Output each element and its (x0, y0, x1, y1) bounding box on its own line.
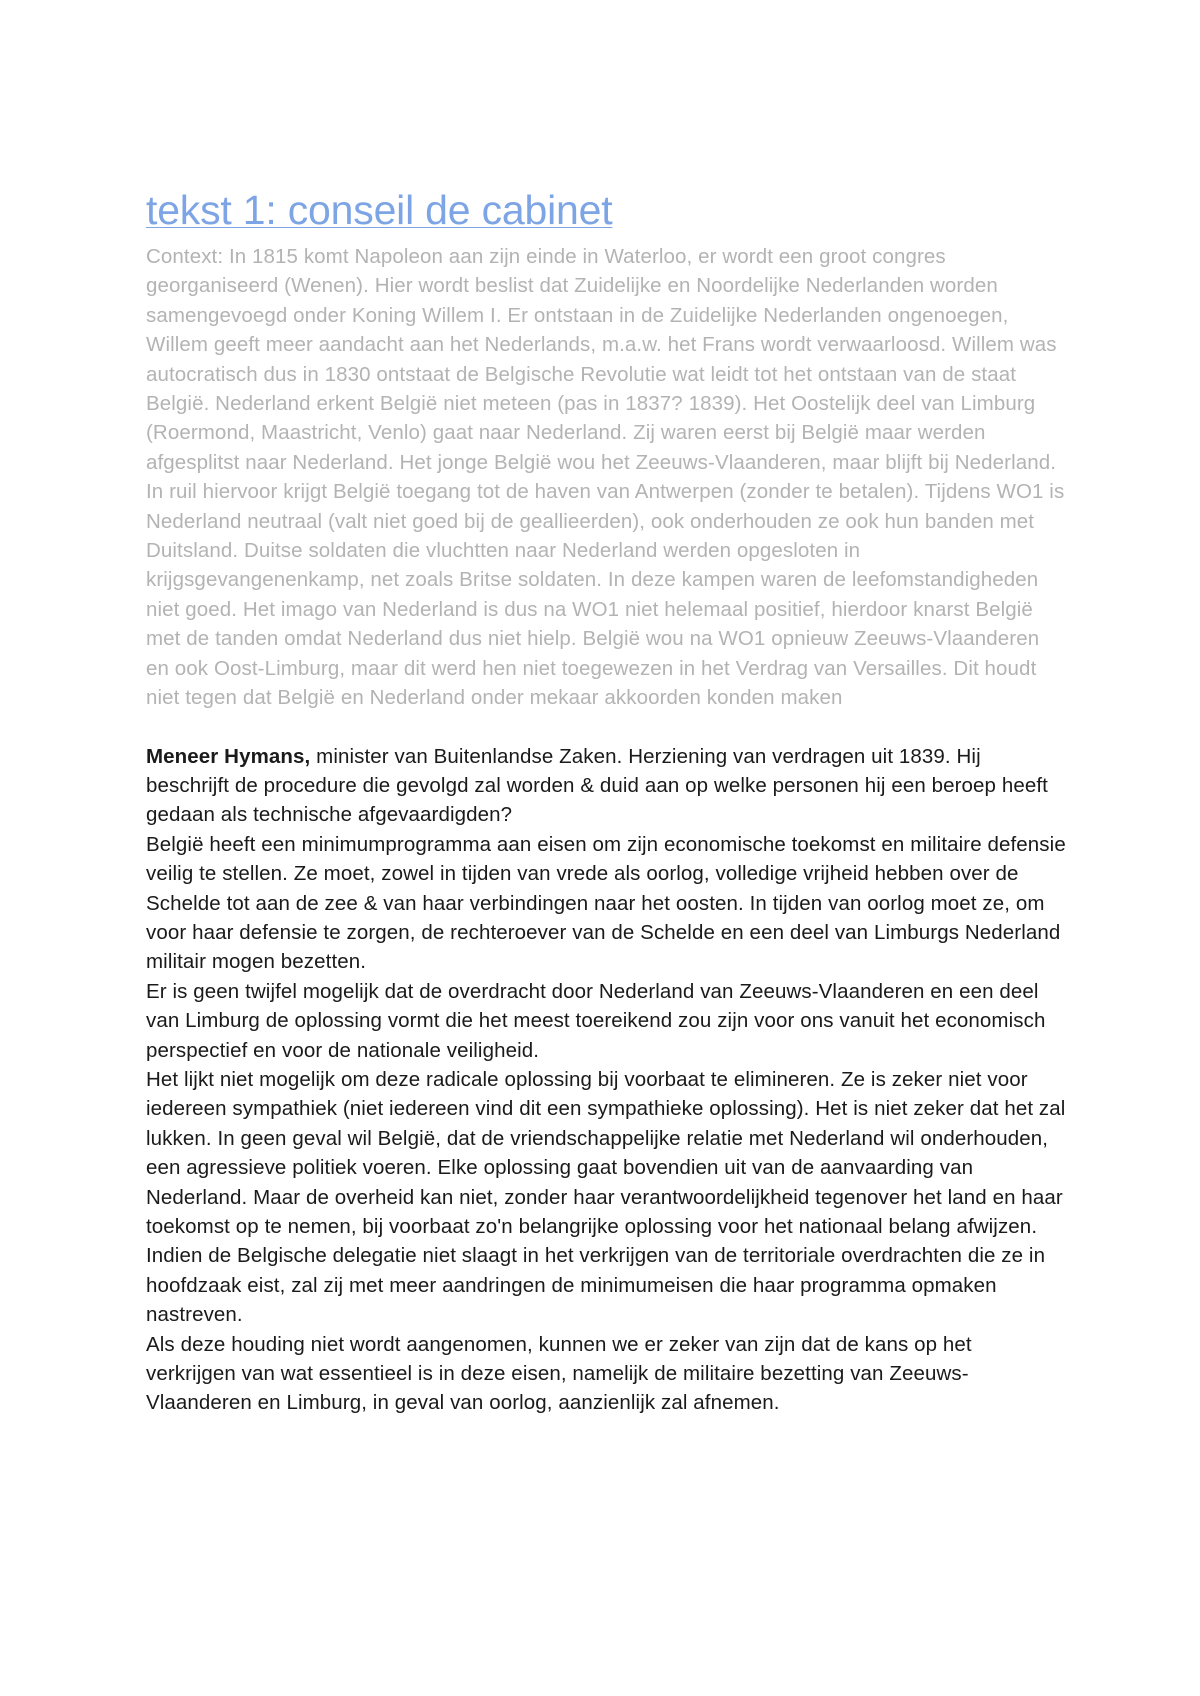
paragraph-spacer (146, 713, 1066, 742)
intro-paragraph (146, 742, 1066, 830)
body-paragraph: Er is geen twijfel mogelijk dat de overdracht door Nederland van Zeeuws-Vlaanderen en een deel van Limburg de oplossing vormt die het meest toereikend zou zijn voor ons vanuit het economisch perspectief en voor de nationale veiligheid. (146, 979, 1046, 1062)
body-paragraph: België heeft een minimumprogramma aan eisen om zijn economische toekomst en militaire defensie veilig te stellen. Ze moet, zowel in tijden van vrede als oorlog, volledige vrijheid hebben over de Schelde tot aan de zee & van haar verbindingen naar het oosten. In tijden van oorlog moet ze, om voor haar defensie te zorgen, de rechteroever van de Schelde en een deel van Limburgs Nederland militair mogen bezetten. (146, 832, 1066, 974)
body-paragraph: Indien de Belgische delegatie niet slaagt in het verkrijgen van de territoriale overdrachten die ze in hoofdzaak eist, zal zij met meer aandringen de minimumeisen die haar programma opmaken nastreven. (146, 1244, 1046, 1327)
speaker-name: Meneer Hymans, (146, 744, 311, 768)
body-paragraph: Het lijkt niet mogelijk om deze radicale oplossing bij voorbaat te elimineren. Ze is zeker niet voor iedereen sympathiek (niet iedereen vind dit een sympathieke oplossing). Het is niet zeker dat het zal lukken. In geen geval wil België, dat de vriendschappelijke relatie met Nederland wil onderhouden, een agressieve politiek voeren. Elke oplossing gaat bovendien uit van de aanvaarding van Nederland. Maar de overheid kan niet, zonder haar verantwoordelijkheid tegenover het land en haar toekomst op te nemen, bij voorbaat zo'n belangrijke oplossing voor het nationaal belang afwijzen. (146, 1067, 1066, 1238)
context-paragraph: Context: In 1815 komt Napoleon aan zijn einde in Waterloo, er wordt een groot congres georganiseerd (Wenen). Hier wordt beslist dat Zuidelijke en Noordelijke Nederlanden worden samengevoegd onder Koning Willem I. Er ontstaan in de Zuidelijke Nederlanden ongenoegen, Willem geeft meer aandacht aan het Nederlands, m.a.w. het Frans wordt verwaarloosd. Willem was autocratisch dus in 1830 ontstaat de Belgische Revolutie wat leidt tot het ontstaan van de staat België. Nederland erkent België niet meteen (pas in 1837? 1839). Het Oostelijk deel van Limburg (Roermond, Maastricht, Venlo) gaat naar Nederland. Zij waren eerst bij België maar werden afgesplitst naar Nederland. Het jonge België wou het Zeeuws-Vlaanderen, maar blijft bij Nederland. In ruil hiervoor krijgt België toegang tot de haven van Antwerpen (zonder te betalen). Tijdens WO1 is Nederland neutraal (valt niet goed bij de geallieerden), ook onderhouden ze ook hun banden met Duitsland. Duitse soldaten die vluchtten naar Nederland werden opgesloten in krijgsgevangenenkamp, net zoals Britse soldaten. In deze kampen waren de leefomstandigheden niet goed. Het imago van Nederland is dus na WO1 niet helemaal positief, hierdoor knarst België met de tanden omdat Nederland dus niet hielp. België wou na WO1 opnieuw Zeeuws-Vlaanderen en ook Oost-Limburg, maar dit werd hen niet toegewezen in het Verdrag van Versailles. Dit houdt niet tegen dat België en Nederland onder mekaar akkoorden konden maken (146, 245, 1065, 710)
document-title[interactable]: tekst 1: conseil de cabinet (146, 187, 613, 233)
intro-text: minister van Buitenlandse Zaken. Herziening van verdragen uit 1839. Hij beschrijft de procedure die gevolgd zal worden & duid aan op welke personen hij een beroep heeft gedaan als technische afgevaardigden? (146, 744, 1048, 827)
body-paragraph: Als deze houding niet wordt aangenomen, kunnen we er zeker van zijn dat de kans op het verkrijgen van wat essentieel is in deze eisen, namelijk de militaire bezetting van Zeeuws-Vlaanderen en Limburg, in geval van oorlog, aanzienlijk zal afnemen. (146, 1332, 972, 1415)
document-page (146, 186, 1066, 1418)
